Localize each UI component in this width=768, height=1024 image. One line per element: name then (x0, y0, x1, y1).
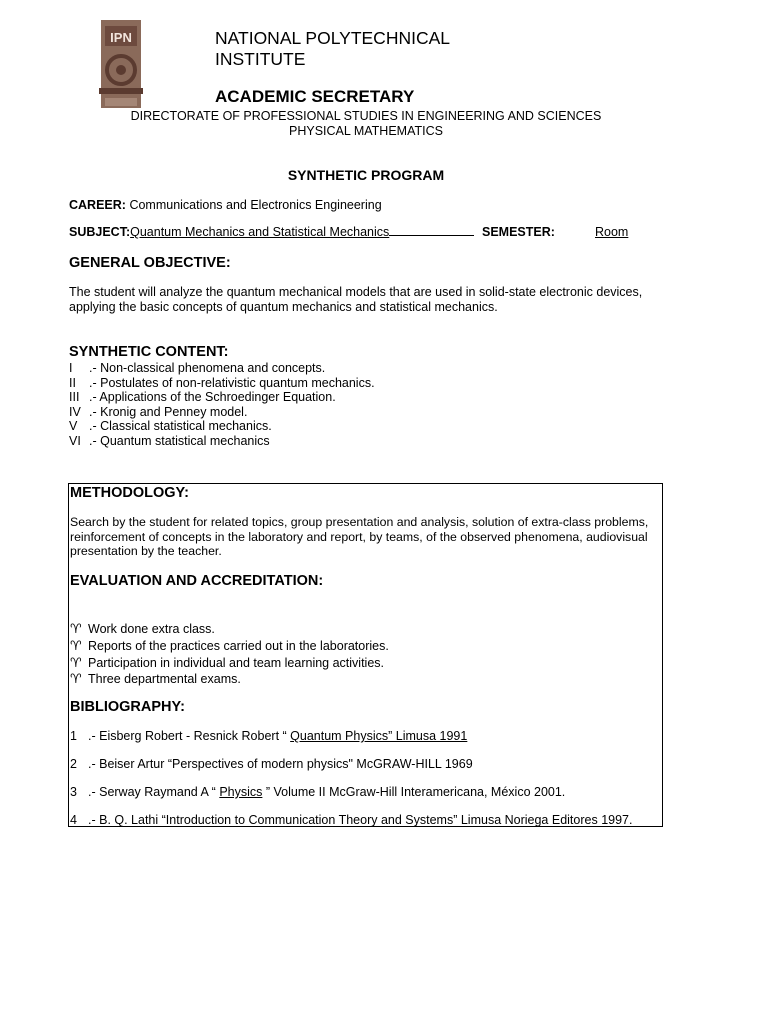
list-item (69, 376, 375, 391)
item-number: III (69, 390, 80, 405)
methodology-evaluation-box (68, 483, 663, 827)
subject-value: Quantum Mechanics and Statistical Mechanics (130, 225, 390, 239)
institute-name (215, 28, 450, 70)
ipn-logo (95, 18, 147, 110)
list-item (70, 729, 632, 757)
subject-line (69, 225, 669, 239)
item-text: .- Non-classical phenomena and concepts. (89, 361, 326, 375)
synthetic-content-list (69, 361, 375, 449)
general-objective-line1: The student will analyze the quantum mechanical models that are used in solid-state electronic devices, (69, 285, 643, 299)
methodology-line2: reinforcement of concepts in the laboratory and report, by teams, of the observed phenomena, audiovisual (70, 529, 648, 544)
item-number: V (69, 419, 78, 434)
methodology-heading: METHODOLOGY: (70, 485, 189, 501)
item-number: IV (69, 404, 81, 419)
methodology-text (70, 515, 662, 559)
item-text: Three departmental exams. (88, 672, 241, 687)
semester-label: SEMESTER: (482, 225, 555, 239)
aries-bullet-icon: ♈ (70, 621, 82, 636)
list-item (69, 361, 375, 376)
list-item (70, 757, 632, 785)
logo-lettering: IPN (110, 30, 132, 45)
list-item (70, 655, 389, 672)
list-item (70, 785, 632, 813)
methodology-line1: Search by the student for related topics, group presentation and analysis, solution of extra-class problems, (70, 515, 649, 529)
item-text: .- Postulates of non-relativistic quantum mechanics. (89, 375, 375, 390)
institute-name-line2: INSTITUTE (215, 49, 306, 69)
aries-bullet-icon: ♈ (70, 637, 82, 653)
item-text: .- Beiser Artur “Perspectives of modern physics" McGRAW-HILL 1969 (88, 757, 473, 771)
list-item (69, 405, 375, 420)
general-objective-line2: applying the basic concepts of quantum mechanics and statistical mechanics. (69, 299, 498, 314)
subject-underline-fill (389, 225, 474, 236)
semester-value: Room (595, 225, 629, 239)
list-item (70, 621, 389, 638)
item-text: Work done extra class. (88, 622, 215, 636)
subject-label: SUBJECT: (69, 225, 131, 239)
directorate-block (0, 109, 732, 138)
general-objective-heading: GENERAL OBJECTIVE: (69, 255, 231, 271)
item-text: .- Eisberg Robert - Resnick Robert “ (88, 729, 291, 743)
career-value: Communications and Electronics Engineering (129, 198, 382, 212)
methodology-line3: presentation by the teacher. (70, 544, 222, 558)
item-text: .- B. Q. Lathi “Introduction to Communication Theory and Systems” Limusa Noriega Editores 1997. (88, 813, 633, 827)
synthetic-content-heading: SYNTHETIC CONTENT: (69, 344, 229, 360)
list-item (69, 434, 375, 449)
academic-secretary-heading: ACADEMIC SECRETARY (215, 87, 415, 106)
general-objective-text (69, 285, 669, 314)
item-text: .- Serway Raymand A “ (88, 785, 220, 799)
item-text: .- Quantum statistical mechanics (89, 433, 270, 448)
list-item (70, 671, 389, 688)
department-line: PHYSICAL MATHEMATICS (289, 123, 443, 138)
item-number: I (69, 361, 73, 375)
item-text: .- Classical statistical mechanics. (89, 419, 272, 434)
career-label: CAREER: (69, 198, 126, 212)
item-text: Participation in individual and team learning activities. (88, 655, 384, 670)
item-number: II (69, 375, 76, 390)
item-number: 1 (70, 729, 77, 743)
list-item (69, 390, 375, 405)
item-text: .- Applications of the Schroedinger Equation. (89, 390, 336, 405)
item-text: .- Kronig and Penney model. (89, 404, 248, 419)
program-title: SYNTHETIC PROGRAM (287, 167, 445, 183)
item-number: 3 (70, 785, 77, 799)
list-item (69, 419, 375, 434)
directorate-line: DIRECTORATE OF PROFESSIONAL STUDIES IN ENGINEERING AND SCIENCES (130, 109, 602, 123)
item-number: 4 (70, 813, 77, 827)
item-underlined-text: Quantum Physics” Limusa 1991 (290, 729, 468, 743)
item-text-tail: ” Volume II McGraw-Hill Interamericana, México 2001. (262, 785, 566, 799)
institute-name-line1: NATIONAL POLYTECHNICAL (215, 28, 451, 48)
item-text: Reports of the practices carried out in the laboratories. (88, 638, 389, 653)
evaluation-list (70, 621, 389, 688)
aries-bullet-icon: ♈ (70, 654, 82, 670)
bibliography-list (70, 729, 632, 841)
career-line (69, 198, 382, 212)
item-underlined-text: Physics (219, 785, 263, 799)
evaluation-heading: EVALUATION AND ACCREDITATION: (70, 573, 324, 589)
item-number: VI (69, 433, 81, 448)
list-item (70, 638, 389, 655)
item-number: 2 (70, 757, 77, 771)
bibliography-heading: BIBLIOGRAPHY: (70, 699, 185, 715)
list-item (70, 813, 632, 841)
aries-bullet-icon: ♈ (70, 671, 82, 687)
